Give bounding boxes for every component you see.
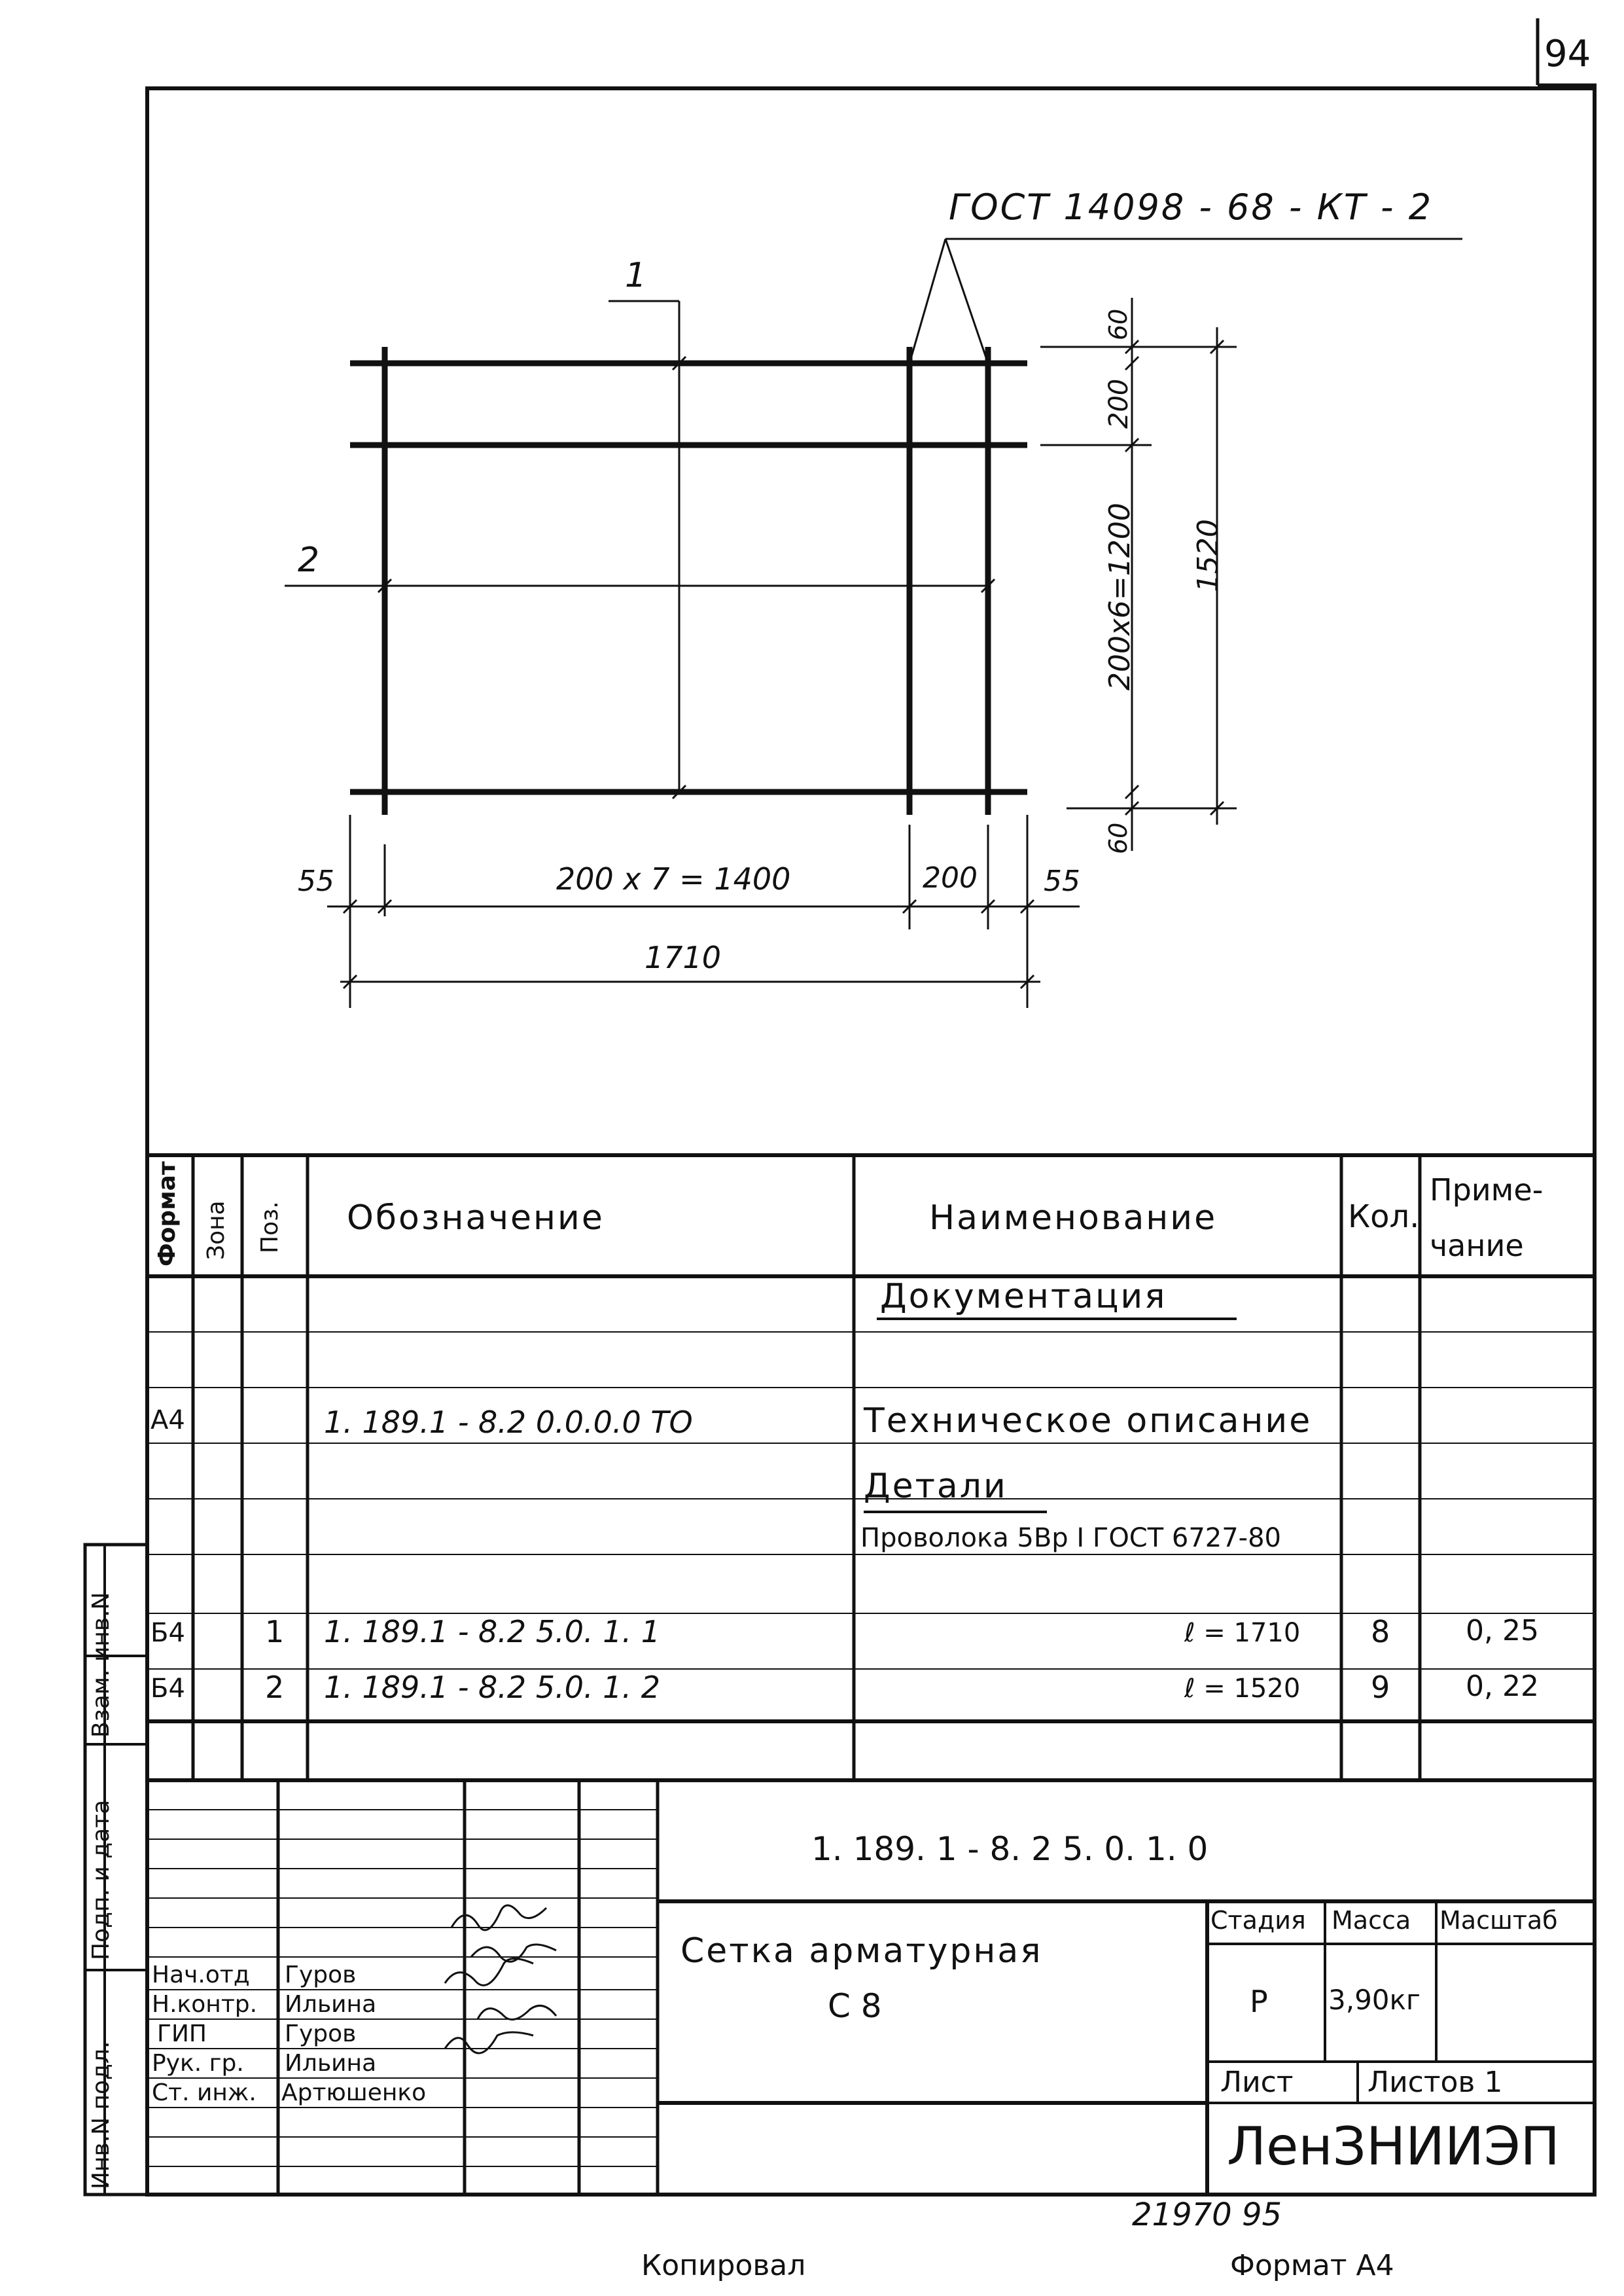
gost-label: ГОСТ 14098 - 68 - КТ - 2	[949, 187, 1434, 228]
signer-role-5: Ст. инж.	[152, 2079, 256, 2106]
section-details: Детали	[864, 1467, 1008, 1506]
copied-label: Копировал	[641, 2249, 806, 2282]
margin-podp-data: Подп. и дата	[88, 1799, 115, 1960]
signer-role-4: Рук. гр.	[152, 2050, 244, 2077]
dim-1200: 200x6=1200	[1103, 503, 1137, 691]
page-number: 94	[1544, 33, 1591, 75]
header-pos: Поз.	[256, 1201, 283, 1253]
bottom-numbers: 21970 95	[1132, 2197, 1282, 2233]
stage-value: Р	[1250, 1984, 1268, 2019]
margin-inv-podl: Инв.N подл.	[88, 2041, 115, 2189]
scale-label: Масштаб	[1439, 1906, 1558, 1935]
header-format: Формат	[154, 1161, 181, 1266]
dim-60-bottom: 60	[1104, 822, 1133, 854]
position-1: 1	[625, 256, 647, 295]
position-2: 2	[298, 541, 320, 580]
row2-qty: 9	[1371, 1670, 1390, 1705]
dim-55-right: 55	[1044, 865, 1080, 898]
dim-1520: 1520	[1192, 519, 1225, 592]
row1-pos: 1	[265, 1614, 285, 1649]
format-label: Формат А4	[1230, 2249, 1394, 2282]
signer-role-1: Нач.отд	[152, 1962, 250, 1988]
header-name: Наименование	[929, 1198, 1218, 1238]
title-line-2: С 8	[828, 1987, 882, 2025]
signer-name-4: Ильина	[285, 2050, 377, 2077]
mesh-drawing	[285, 239, 1462, 815]
signer-name-1: Гуров	[285, 1962, 357, 1988]
title-line-1: Сетка арматурная	[680, 1931, 1043, 1971]
doc-designation: 1. 189.1 - 8.2 0.0.0.0 ТО	[324, 1405, 693, 1440]
row1-note: 0, 25	[1466, 1614, 1539, 1647]
section-documentation: Документация	[880, 1277, 1167, 1316]
row2-pos: 2	[265, 1670, 285, 1705]
signer-role-2: Н.контр.	[152, 1991, 258, 2018]
row2-length: ℓ = 1520	[1184, 1674, 1301, 1704]
row1-format: Б4	[150, 1618, 185, 1648]
organization: ЛенЗНИИЭП	[1227, 2116, 1560, 2177]
material: Проволока 5Вр I ГОСТ 6727-80	[860, 1523, 1282, 1553]
header-note-2: чание	[1430, 1228, 1524, 1263]
row1-length: ℓ = 1710	[1184, 1618, 1301, 1648]
row2-format: Б4	[150, 1674, 185, 1704]
doc-name: Техническое описание	[864, 1401, 1313, 1441]
mass-label: Масса	[1332, 1906, 1411, 1935]
stage-label: Стадия	[1210, 1906, 1306, 1935]
signer-role-3: ГИП	[157, 2020, 207, 2047]
sheet-label: Лист	[1220, 2066, 1294, 2099]
row2-note: 0, 22	[1466, 1670, 1539, 1703]
header-note-1: Приме-	[1430, 1172, 1544, 1208]
outer-frame	[147, 88, 1595, 2195]
sheets-label: Листов 1	[1368, 2066, 1503, 2099]
row1-qty: 8	[1371, 1614, 1390, 1649]
signer-name-2: Ильина	[285, 1991, 377, 2018]
dim-55-left: 55	[298, 865, 334, 898]
header-qty: Кол.	[1348, 1198, 1420, 1235]
row2-designation: 1. 189.1 - 8.2 5.0. 1. 2	[324, 1670, 660, 1705]
document-code: 1. 189. 1 - 8. 2 5. 0. 1. 0	[811, 1830, 1209, 1868]
row1-designation: 1. 189.1 - 8.2 5.0. 1. 1	[324, 1614, 660, 1649]
dim-1400: 200 x 7 = 1400	[556, 861, 791, 897]
header-zone: Зона	[203, 1200, 230, 1260]
margin-vzam-inv: Взам. инв.N	[88, 1592, 115, 1738]
horizontal-dimensions	[327, 815, 1080, 1008]
dim-200-side: 200	[1104, 378, 1134, 429]
doc-format: А4	[150, 1405, 185, 1435]
dim-200-bottom: 200	[923, 861, 978, 895]
dim-60-top: 60	[1104, 308, 1133, 340]
mass-value: 3,90кг	[1328, 1984, 1421, 2016]
signer-name-5: Артюшенко	[281, 2079, 427, 2106]
dim-1710: 1710	[644, 940, 722, 975]
signer-name-3: Гуров	[285, 2020, 357, 2047]
header-designation: Обозначение	[347, 1198, 605, 1238]
